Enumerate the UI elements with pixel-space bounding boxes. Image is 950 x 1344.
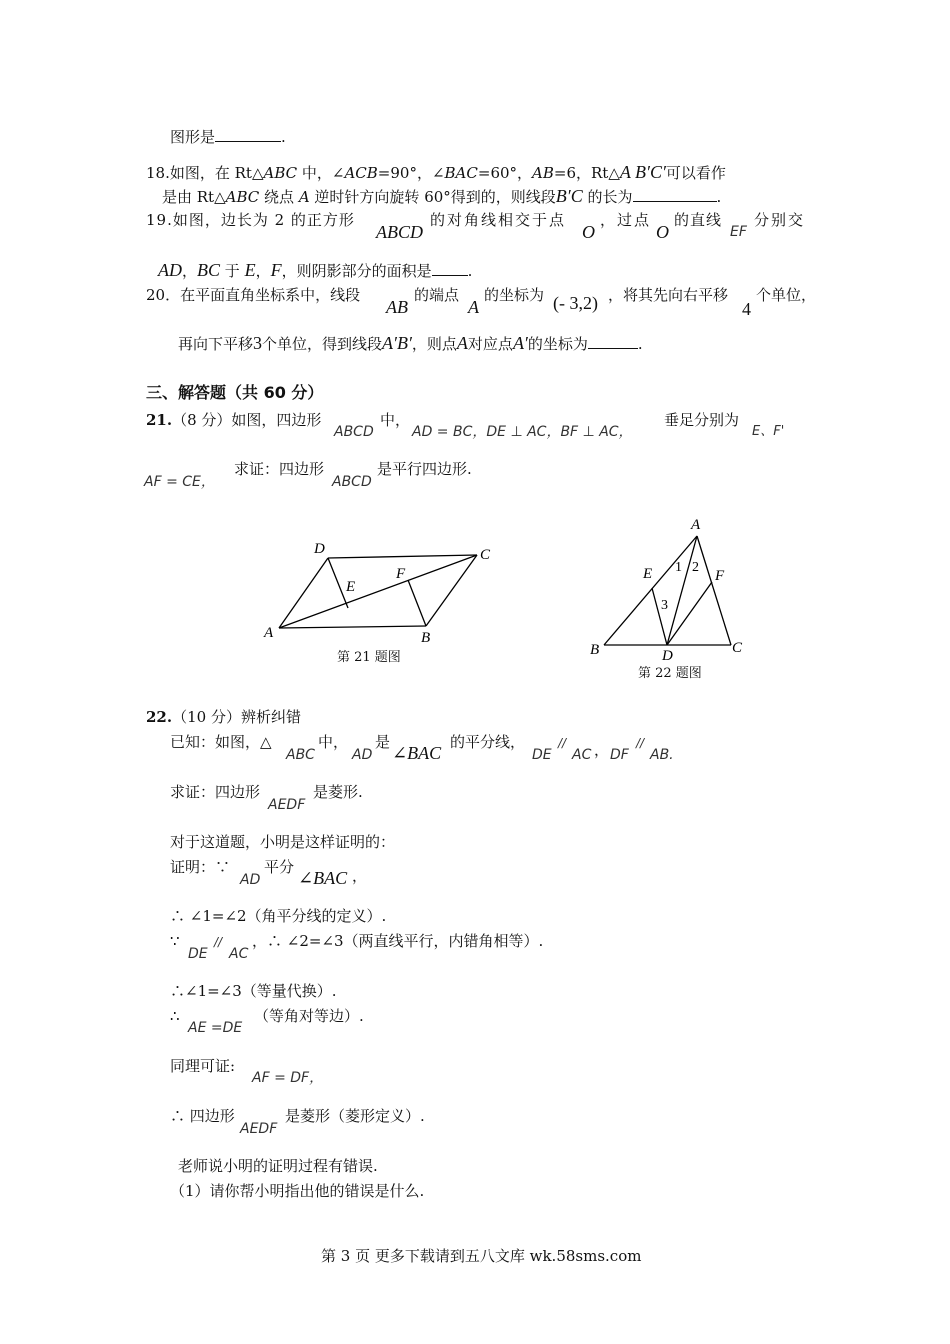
q22-p5-a: ∴ <box>170 1007 180 1025</box>
fig22-caption: 第 22 题图 <box>638 666 702 681</box>
q19-text3: ，过点 <box>600 211 652 229</box>
q22-p6-eq: AF = DF， <box>252 1070 324 1086</box>
fig22-label-e: E <box>643 566 653 582</box>
q21-quad-name: ABCD <box>334 424 374 440</box>
q21-feet: E、F' <box>752 424 785 439</box>
q22-intro: 对于这道题，小明是这样证明的： <box>170 833 396 851</box>
q22-p1-e: ， <box>352 867 368 885</box>
q22-angle-bac: ∠BAC <box>392 743 442 763</box>
fig21-label-f: F <box>396 566 406 582</box>
q22-p6-a: 同理可证: <box>170 1057 236 1075</box>
q22-p1-a: 证明：∵ <box>170 858 231 876</box>
q22-prove-c: 是菱形. <box>313 783 363 801</box>
q21-prove-a: 求证：四边形 <box>234 460 325 478</box>
q22-p5-c: （等角对等边）. <box>254 1007 364 1025</box>
fig21-edge-ba <box>279 626 426 628</box>
q22-sub1: （1）请你帮小明指出他的错误是什么. <box>170 1182 425 1200</box>
q22-given-k: ， <box>594 741 610 759</box>
q22-p3-ac: AC <box>229 946 249 962</box>
q21-text-in: 中， <box>380 411 411 429</box>
fig21-caption: 第 21 题图 <box>337 650 401 665</box>
q20-line2: 再向下平移3个单位，得到线段A′B′，则点A对应点A′的坐标为 . <box>178 333 643 353</box>
fig22-label-a: A <box>691 517 701 533</box>
q19-text5: 分别交 <box>754 211 806 229</box>
fig22-angle-3: 3 <box>661 598 668 613</box>
q22-given-a: 已知：如图，△ <box>170 733 272 751</box>
fig21-segment-bf <box>408 580 426 626</box>
fig22-label-b: B <box>590 642 600 658</box>
fig22-edge-ab <box>604 536 697 645</box>
q22-parallel-1: // <box>558 736 567 750</box>
q22-seg-df: DF <box>610 747 629 763</box>
q22-parallel-2: // <box>636 736 645 750</box>
q22-given-e: 是 <box>375 733 391 751</box>
q22-teacher: 老师说小明的证明过程有错误. <box>178 1157 378 1175</box>
q19-square-name: ABCD <box>376 222 423 242</box>
figure-22 <box>585 512 755 662</box>
q21-prove-b: 是平行四边形. <box>377 460 472 478</box>
fig21-edge-cb <box>426 555 477 626</box>
q22-p3-parallel: // <box>214 935 223 949</box>
fig21-label-e: E <box>346 579 356 595</box>
q19-line-ef: EF <box>730 224 747 240</box>
q19-point-o1: O <box>582 222 595 242</box>
q22-p5-eq: AE =DE <box>188 1020 243 1036</box>
fig22-bisector-ad <box>667 536 697 645</box>
answer-blank <box>432 261 468 276</box>
q22-triangle-abc: ABC <box>286 747 315 763</box>
q20-coord: (- 3,2) <box>553 293 598 313</box>
q22-prove-a: 求证：四边形 <box>170 783 261 801</box>
fig22-label-c: C <box>732 640 743 656</box>
section-title: 三、解答题（共 60 分） <box>146 383 324 402</box>
q20-shift-right: 4 <box>742 299 751 319</box>
q21-text-foot: 垂足分别为 <box>664 411 740 429</box>
q22-given-g: 的平分线， <box>450 733 526 751</box>
fig22-segment-df <box>667 582 712 645</box>
fig21-segment-de <box>328 558 348 608</box>
q18-line2: 是由 Rt△ABC 绕点 A 逆时针方向旋转 60°得到的，则线段B′C 的长为 . <box>162 186 722 206</box>
q20-text5: 个单位， <box>756 286 817 304</box>
fig22-label-f: F <box>715 568 725 584</box>
fig22-angle-2: 2 <box>692 560 699 575</box>
q20-text2: 的端点 <box>414 286 460 304</box>
fig21-label-c: C <box>480 547 491 563</box>
q19-line1: 19.如图，边长为 2 的正方形 <box>146 211 355 229</box>
q22-p7-quad: AEDF <box>240 1121 278 1137</box>
fig21-label-a: A <box>264 625 274 641</box>
q18-line1: 18.如图，在 Rt△ABC 中，∠ACB=90°，∠BAC=60°，AB=6，Rt△A B′C′可以看作 <box>146 162 726 182</box>
q22-p7-a: ∴ 四边形 <box>170 1107 235 1125</box>
q22-p1-ad: AD <box>240 872 261 888</box>
fig21-label-b: B <box>421 630 431 646</box>
q17-tail: 图形是 . <box>170 128 286 146</box>
fig22-label-d: D <box>662 648 673 662</box>
page-footer: 第 3 页 更多下载请到五八文库 wk.58sms.com <box>321 1247 642 1265</box>
q22-seg-ad: AD <box>352 747 373 763</box>
answer-blank <box>215 127 281 142</box>
q20-text4: ，将其先向右平移 <box>608 286 729 304</box>
q22-p3-e: ，∴ ∠2=∠3（两直线平行，内错角相等）. <box>252 932 544 950</box>
q22-p1-angle: ∠BAC <box>298 868 348 888</box>
q20-text1: 20．在平面直角坐标系中，线段 <box>146 286 361 304</box>
fig21-edge-ad <box>279 558 328 628</box>
q22-seg-de: DE <box>532 747 552 763</box>
q21-quad-name2: ABCD <box>332 474 372 490</box>
q22-p3-de: DE <box>188 946 208 962</box>
fig22-edge-ac <box>697 536 731 645</box>
fig22-segment-de <box>652 588 667 645</box>
q21-line1-a: 21.（8 分）如图，四边形 <box>146 411 322 429</box>
fig22-angle-1: 1 <box>675 560 682 575</box>
q22-quad-aedf: AEDF <box>268 797 306 813</box>
q22-seg-ac: AC <box>572 747 592 763</box>
q22-header: 22.（10 分）辨析纠错 <box>146 708 301 726</box>
q21-conditions: AD = BC，DE ⊥ AC，BF ⊥ AC， <box>412 424 633 440</box>
q22-p1-c: 平分 <box>264 858 295 876</box>
q22-p7-c: 是菱形（菱形定义）. <box>285 1107 425 1125</box>
q19-point-o2: O <box>656 222 669 242</box>
fig21-label-d: D <box>314 541 325 557</box>
q19-line2: AD，BC 于 E，F，则阴影部分的面积是 . <box>158 260 473 280</box>
q22-p4: ∴∠1=∠3（等量代换）. <box>170 982 337 1000</box>
q22-given-c: 中， <box>318 733 349 751</box>
q22-p3-a: ∵ <box>170 932 180 950</box>
answer-blank <box>588 334 638 349</box>
q20-segment-ab: AB <box>386 297 408 317</box>
q20-text3: 的坐标为 <box>484 286 545 304</box>
answer-blank <box>633 187 717 202</box>
q19-text2: 的对角线相交于点 <box>430 211 567 229</box>
q19-text4: 的直线 <box>674 211 723 229</box>
q21-condition-af: AF = CE， <box>144 474 215 490</box>
q22-p2: ∴ ∠1=∠2（角平分线的定义）. <box>170 907 387 925</box>
fig21-edge-dc <box>328 555 477 558</box>
fig21-diagonal-ac <box>279 555 477 628</box>
q20-point-a: A <box>468 297 479 317</box>
q22-seg-ab: AB. <box>650 747 674 763</box>
